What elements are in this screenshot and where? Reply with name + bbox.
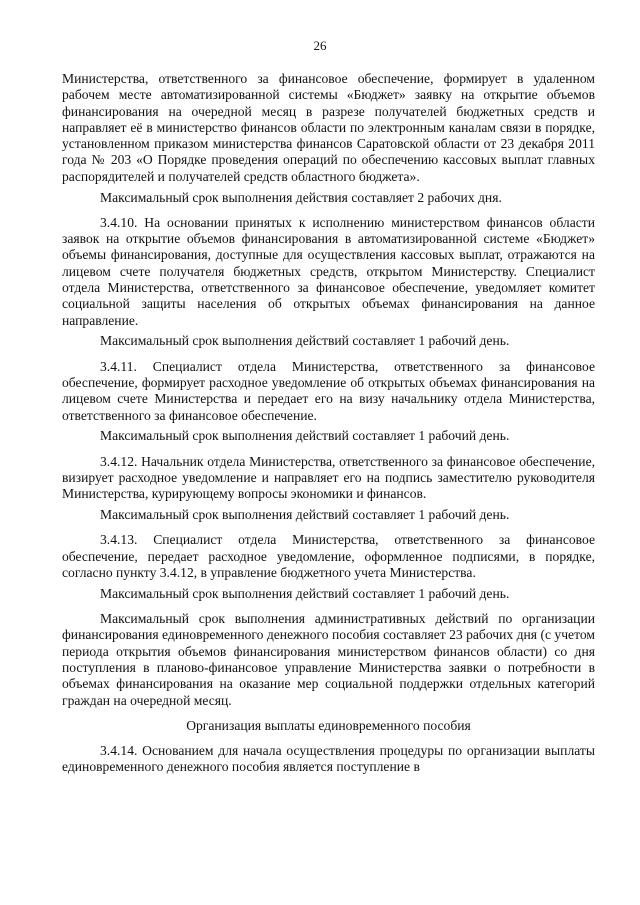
section-heading: Организация выплаты единовременного пособия	[186, 717, 471, 733]
paragraph-3-4-12: 3.4.12. Начальник отдела Министерства, ответственного за финансовое обеспечение, визирует расходное уведомление и направляет его на подпись заместителю руководителя Министерства, курирующему вопросы экономики и финансов.	[62, 453, 595, 502]
paragraph-3-4-10: 3.4.10. На основании принятых к исполнению министерством финансов области заявок на открытие объемов финансирования в автоматизированной системе «Бюджет» объемы финансирования, доступные для осуществления кассовых выплат, отражаются на лицевом счете получателя бюджетных средств, открытом Министерству. Специалист отдела Министерства, ответственного за финансовое обеспечение, уведомляет комитет социальной защиты населения об открытых объемах финансирования на данное направление.	[62, 214, 595, 328]
paragraph-3-4-14: 3.4.14. Основанием для начала осуществления процедуры по организации выплаты единовременного денежного пособия является поступление в	[62, 743, 595, 775]
paragraph-deadline: Максимальный срок выполнения действий составляет 1 рабочий день.	[100, 333, 510, 349]
page-number: 26	[313, 38, 327, 53]
paragraph-3-4-11: 3.4.11. Специалист отдела Министерства, ответственного за финансовое обеспечение, формирует расходное уведомление об открытых объемах финансирования на лицевом счете Министерства и передает его на визу начальнику отдела Министерства, ответственного за финансовое обеспечение.	[62, 358, 595, 423]
paragraph-3-4-13: 3.4.13. Специалист отдела Министерства, ответственного за финансовое обеспечение, передает расходное уведомление, оформленное подписями, в порядке, согласно пункту 3.4.12, в управление бюджетного учета Министерства.	[62, 532, 595, 581]
paragraph-continuation: Министерства, ответственного за финансовое обеспечение, формирует в удаленном рабочем месте автоматизированной системы «Бюджет» заявку на открытие объемов финансирования на очередной месяц в разрезе получателей бюджетных средств и направляет её в министерство финансов области по электронным каналам связи в порядке, установленном приказом министерства финансов Саратовской области от 23 декабря 2011 года № 203 «О Порядке проведения операций по обеспечению кассовых выплат главных распорядителей и получателей средств областного бюджета».	[62, 71, 595, 184]
paragraph-deadline: Максимальный срок выполнения действий составляет 1 рабочий день.	[100, 585, 510, 601]
paragraph-deadline: Максимальный срок выполнения действия составляет 2 рабочих дня.	[100, 189, 502, 205]
document-body	[62, 71, 595, 780]
paragraph-deadline: Максимальный срок выполнения действий составляет 1 рабочий день.	[100, 428, 510, 444]
paragraph-total-deadline: Максимальный срок выполнения административных действий по организации финансирования единовременного денежного пособия составляет 23 рабочих дня (с учетом периода открытия объемов финансирования министерством финансов области) со дня поступления в планово-финансовое управление Министерства заявки о потребности в объемах финансирования на оказание мер социальной поддержки отдельных категорий граждан на очередной месяц.	[62, 611, 595, 708]
paragraph-deadline: Максимальный срок выполнения действий составляет 1 рабочий день.	[100, 507, 510, 523]
